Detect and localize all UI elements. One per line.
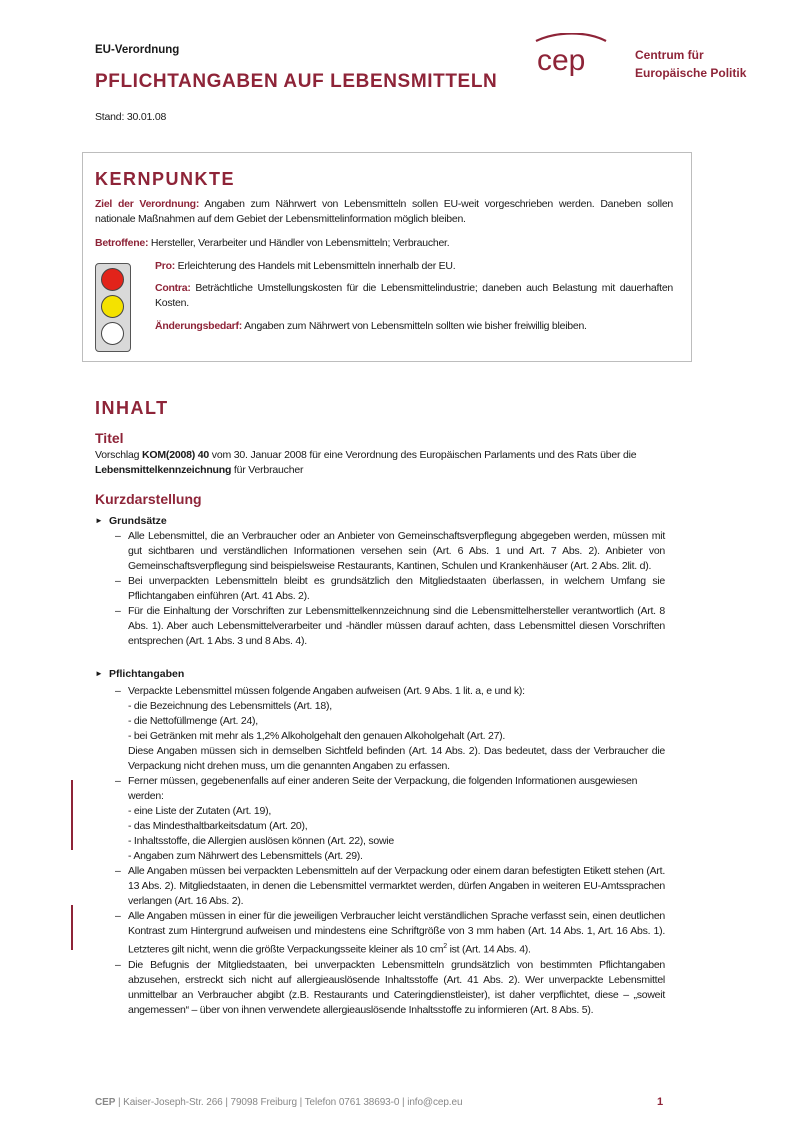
logo-line-2: Europäische Politik: [635, 66, 747, 80]
kp-contra-label: Contra:: [155, 282, 191, 294]
kp-pro-label: Pro:: [155, 260, 175, 272]
pflicht-item-2-line-2: - das Mindesthaltbarkeitsdatum (Art. 20),: [128, 820, 308, 832]
document-title: PFLICHTANGABEN AUF LEBENSMITTELN: [95, 71, 498, 92]
pflicht-item-2-line-4: - Angaben zum Nährwert des Lebensmittels (Art. 29).: [128, 850, 363, 862]
pflicht-item-1-line-2: - die Nettofüllmenge (Art. 24),: [128, 715, 258, 727]
pflicht-item-5: Die Befugnis der Mitgliedstaaten, bei unverpackten Lebensmitteln grundsätzlich von bestimmten Pflichtangaben abzusehen, erstreckt sich nicht auf allergieauslösende Inhaltsstoffe (Art. 41 Abs. 2). Wer unverpackte Lebensmittel unmittelbar an Verbraucher abgibt (z.B. Restaurants und Cateringdienstleister), ist daher verpflichtet, diese – „soweit angemessen“ – über von ihnen verwendete allergieauslösende Inhaltsstoffe zu informieren (Art. 8 Abs. 5).: [128, 958, 665, 1016]
pflicht-item-3: Alle Angaben müssen bei verpackten Lebensmitteln auf der Verpackung oder einem daran befestigten Etikett stehen (Art. 13 Abs. 2). Mitgliedstaaten, in denen die Lebensmittel vermarktet werden, dürfen Angaben in weiteren EU-Amtssprachen verlangen (Art. 16 Abs. 2).: [128, 865, 665, 907]
titel-text: [95, 448, 665, 478]
footer-email-link[interactable]: info@cep.eu: [407, 1097, 463, 1108]
pflicht-item-4-post: ist (Art. 14 Abs. 4).: [446, 943, 531, 956]
titel-post: für Verbraucher: [231, 464, 304, 476]
titel-mid: vom 30. Januar 2008 für eine Verordnung des Europäischen Parlaments und des Rats über die: [209, 449, 637, 461]
logo-mark-text: cep: [537, 44, 586, 77]
triangle-bullet-icon: ►: [95, 669, 103, 678]
grundsaetze-heading: [95, 515, 167, 527]
titel-kom: KOM(2008) 40: [142, 449, 210, 461]
grundsaetze-heading-label: Grundsätze: [109, 515, 167, 527]
logo-text: [635, 46, 746, 82]
list-item: – Die Befugnis der Mitgliedstaaten, bei unverpackten Lebensmitteln grundsätzlich von bestimmten Pflichtangaben abzusehen, erstreckt sich nicht auf allergieauslösende Inhaltsstoffe (Art. 41 Abs. 2). Wer unverpackte Lebensmittel unmittelbar an Verbraucher abgibt (z.B. Restaurants und Cateringdienstleister), ist daher verpflichtet, diese – „soweit angemessen“ – über von ihnen verwendete allergieauslösende Inhaltsstoffe zu informieren (Art. 8 Abs. 5).: [115, 958, 665, 1016]
pflicht-item-1-outro: Diese Angaben müssen sich in demselben Sichtfeld befinden (Art. 14 Abs. 2). Das bedeutet, dass der Verbraucher die Verpackung nicht drehen muss, um die genannten Angaben zu erfassen.: [128, 745, 665, 772]
list-item: – Verpackte Lebensmittel müssen folgende Angaben aufweisen (Art. 9 Abs. 1 lit. a, e und k): - die Bezeichnung des Lebensmittels (Art. 18), - die Nettofüllmenge (Art. 24), - bei Getränken mit mehr als 1,2% Alkoholgehalt den genauen Alkoholgehalt (Art. 27). Diese Angaben müssen sich in demselben Sichtfeld befinden (Art. 14 Abs. 2). Das bedeutet, dass der Verbraucher die Verpackung nicht drehen muss, um die genannten Angaben zu erfassen.: [115, 685, 665, 772]
kp-pro-text: Erleichterung des Handels mit Lebensmitteln innerhalb der EU.: [175, 260, 456, 272]
pflichtangaben-list: [115, 684, 665, 1018]
revision-bar: [71, 905, 73, 950]
traffic-light-yellow-lamp: [101, 295, 124, 318]
pflicht-item-2-line-3: - Inhaltsstoffe, die Allergien auslösen können (Art. 22), sowie: [128, 835, 394, 847]
kp-aenderungsbedarf: [155, 319, 673, 334]
pflicht-item-4-sup: 2: [443, 943, 447, 950]
kp-betroffene: [95, 236, 673, 251]
pflicht-item-2-intro: Ferner müssen, gegebenenfalls auf einer anderen Seite der Verpackung, die folgenden Informationen ausgewiesen werden:: [128, 775, 638, 802]
kp-aenderungsbedarf-text: Angaben zum Nährwert von Lebensmitteln sollten wie bisher freiwillig bleiben.: [242, 320, 587, 332]
kurzdarstellung-heading: Kurzdarstellung: [95, 491, 202, 507]
pflicht-item-4-pre: Alle Angaben müssen in einer für die jeweiligen Verbraucher leicht verständlichen Sprache verfasst sein, einen deutlichen Kontrast zum Hintergrund aufweisen und mindestens eine Schriftgröße von 3 mm haben (Art. 14 Abs. 1, Art. 16 Abs. 1). Letzteres gilt nicht, wenn die größte Verpackungsseite kleiner als 10 cm: [128, 910, 665, 956]
list-item: – Bei unverpackten Lebensmitteln bleibt es grundsätzlich den Mitgliedstaaten überlassen, in welchem Umfang sie Pflichtangaben einführen (Art. 41 Abs. 2).: [115, 575, 665, 602]
kp-aenderungsbedarf-label: Änderungsbedarf:: [155, 320, 243, 332]
list-item: – Ferner müssen, gegebenenfalls auf einer anderen Seite der Verpackung, die folgenden Informationen ausgewiesen werden: - eine Liste der Zutaten (Art. 19), - das Mindesthaltbarkeitsdatum (Art. 20), - Inhaltsstoffe, die Allergien auslösen können (Art. 22), sowie - Angaben zum Nährwert des Lebensmittels (Art. 29).: [115, 774, 665, 864]
kp-ziel: [95, 197, 673, 227]
revision-bar: [71, 780, 73, 850]
inhalt-title: INHALT: [95, 398, 169, 418]
pflicht-item-1-line-1: - die Bezeichnung des Lebensmittels (Art. 18),: [128, 700, 332, 712]
kp-betroffene-text: Hersteller, Verarbeiter und Händler von Lebensmitteln; Verbraucher.: [148, 237, 450, 249]
grundsaetze-item-2: Bei unverpackten Lebensmitteln bleibt es grundsätzlich den Mitgliedstaaten überlassen, in welchem Umfang sie Pflichtangaben einführen (Art. 41 Abs. 2).: [128, 575, 665, 602]
pflicht-item-1-intro: Verpackte Lebensmittel müssen folgende Angaben aufweisen (Art. 9 Abs. 1 lit. a, e und k):: [128, 685, 525, 697]
pflicht-item-2-line-1: - eine Liste der Zutaten (Art. 19),: [128, 805, 271, 817]
traffic-light-white-lamp: [101, 322, 124, 345]
kp-betroffene-label: Betroffene:: [95, 237, 149, 249]
grundsaetze-list: [115, 529, 665, 649]
footer-address-text: | Kaiser-Joseph-Str. 266 | 79098 Freiburg | Telefon 0761 38693-0 |: [115, 1097, 408, 1108]
list-item: – Alle Angaben müssen bei verpackten Lebensmitteln auf der Verpackung oder einem daran befestigten Etikett stehen (Art. 13 Abs. 2). Mitgliedstaaten, in denen die Lebensmittel vermarktet werden, dürfen Angaben in weiteren EU-Amtssprachen verlangen (Art. 16 Abs. 2).: [115, 865, 665, 907]
list-item: – Alle Lebensmittel, die an Verbraucher oder an Anbieter von Gemeinschaftsverpflegung abgegeben werden, müssen mit gut sichtbaren und verständlichen Informationen versehen sein (Art. 6 Abs. 1 und Art. 7 Abs. 2). Anbieter von Gemeinschaftsverpflegung sind beispielsweise Restaurants, Kantinen, Schulen und Krankenhäuser (Art. 2 Abs. 2lit. d).: [115, 530, 665, 572]
titel-bold: Lebensmittelkennzeichnung: [95, 464, 232, 476]
kp-ziel-label: Ziel der Verordnung:: [95, 198, 200, 210]
logo-line-1: Centrum für: [635, 48, 704, 62]
kp-ziel-text: Angaben zum Nährwert von Lebensmitteln sollen EU-weit vorgeschrieben werden. Daneben sollen nationale Maßnahmen auf dem Gebiet der Lebensmittelinformation möglich bleiben.: [95, 198, 673, 225]
grundsaetze-item-1: Alle Lebensmittel, die an Verbraucher oder an Anbieter von Gemeinschaftsverpflegung abgegeben werden, müssen mit gut sichtbaren und verständlichen Informationen versehen sein (Art. 6 Abs. 1 und Art. 7 Abs. 2). Anbieter von Gemeinschaftsverpflegung sind beispielsweise Restaurants, Kantinen, Schulen und Krankenhäuser (Art. 2 Abs. 2lit. d).: [128, 530, 665, 572]
kp-pro: [155, 259, 673, 274]
titel-heading: Titel: [95, 430, 124, 446]
list-item: – Für die Einhaltung der Vorschriften zur Lebensmittelkennzeichnung sind die Lebensmittelhersteller verantwortlich (Art. 8 Abs. 1). Aber auch Lebensmittelverarbeiter und -händler müssen darauf achten, dass Lebensmittel diesen Vorschriften entsprechen (Art. 1 Abs. 3 und 8 Abs. 4).: [115, 605, 665, 647]
kp-contra-text: Beträchtliche Umstellungskosten für die Lebensmittelindustrie; daneben auch Belastung mit dauerhaften Kosten.: [155, 282, 673, 309]
traffic-light-icon: [95, 263, 131, 352]
traffic-light-red-lamp: [101, 268, 124, 291]
footer-address: [95, 1097, 462, 1108]
page-number: 1: [657, 1096, 664, 1108]
list-item: – Alle Angaben müssen in einer für die jeweiligen Verbraucher leicht verständlichen Sprache verfasst sein, einen deutlichen Kontrast zum Hintergrund aufweisen und mindestens eine Schriftgröße von 3 mm haben (Art. 14 Abs. 1, Art. 16 Abs. 1). Letzteres gilt nicht, wenn die größte Verpackungsseite kleiner als 10 $cm^2$ ist (Art. 14 Abs. 4).: [115, 910, 665, 956]
kernpunkte-title: KERNPUNKTE: [95, 169, 236, 189]
titel-pre: Vorschlag: [95, 449, 143, 461]
pflichtangaben-heading: [95, 668, 184, 680]
pflichtangaben-heading-label: Pflichtangaben: [109, 668, 185, 680]
kp-contra: [155, 281, 673, 311]
triangle-bullet-icon: ►: [95, 516, 103, 525]
document-date: Stand: 30.01.08: [95, 111, 167, 123]
document-type: EU-Verordnung: [95, 44, 180, 56]
footer-org: CEP: [95, 1097, 116, 1108]
pflicht-item-1-line-3: - bei Getränken mit mehr als 1,2% Alkoholgehalt den genauen Alkoholgehalt (Art. 27).: [128, 730, 506, 742]
grundsaetze-item-3: Für die Einhaltung der Vorschriften zur Lebensmittelkennzeichnung sind die Lebensmittelhersteller verantwortlich (Art. 8 Abs. 1). Aber auch Lebensmittelverarbeiter und -händler müssen darauf achten, dass Lebensmittel diesen Vorschriften entsprechen (Art. 1 Abs. 3 und 8 Abs. 4).: [128, 605, 665, 647]
cep-logo-mark: [532, 33, 610, 83]
